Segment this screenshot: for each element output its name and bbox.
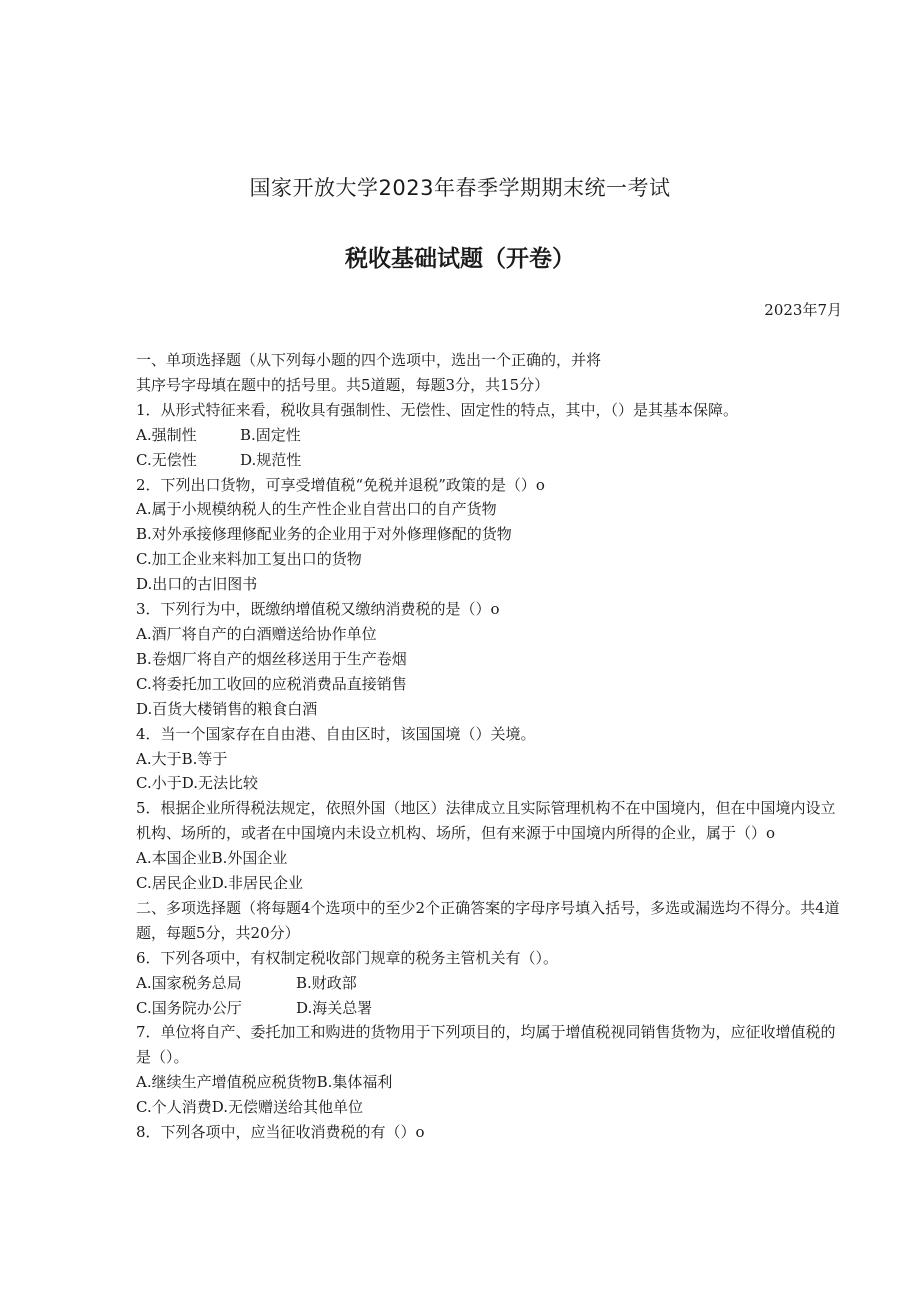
paper-title: 税收基础试题（开卷） bbox=[345, 246, 575, 272]
question-6-option-b: B.财政部 bbox=[296, 973, 357, 992]
question-7-stem: 7．单位将自产、委托加工和购进的货物用于下列项目的，均属于增值税视同销售货物为，应征收增值税的是（）。 bbox=[136, 1023, 836, 1067]
question-3-option-a: A.酒厂将自产的白酒赠送给协作单位 bbox=[136, 624, 377, 643]
exam-date: 2023年7月 bbox=[764, 301, 842, 319]
question-1-option-c: C.无偿性 bbox=[136, 450, 197, 469]
question-1-option-b: B.固定性 bbox=[240, 425, 301, 444]
question-6-option-c: C.国务院办公厅 bbox=[136, 998, 242, 1017]
question-2-stem: 2．下列出口货物，可享受增值税“免税并退税”政策的是（）o bbox=[136, 475, 545, 494]
question-5-stem: 5．根据企业所得税法规定，依照外国（地区）法律成立且实际管理机构不在中国境内，但在中国境内设立机构、场所的，或者在中国境内未设立机构、场所，但有来源于中国境内所得的企业，属于（）o bbox=[136, 799, 836, 843]
section1-heading-line2: 其序号字母填在题中的括号里。共5道题，每题3分，共15分） bbox=[136, 375, 550, 394]
question-6-option-d: D.海关总署 bbox=[296, 998, 373, 1017]
question-6-options-row2 bbox=[136, 996, 842, 1021]
section1-heading-line1: 一、单项选择题（从下列每小题的四个选项中，选出一个正确的，并将 bbox=[136, 351, 602, 369]
question-1-options-row2 bbox=[136, 448, 842, 473]
exam-title: 国家开放大学2023年春季学期期末统一考试 bbox=[249, 176, 671, 200]
exam-body bbox=[136, 348, 842, 1145]
question-3-stem: 3．下列行为中，既缴纳增值税又缴纳消费税的是（）o bbox=[136, 600, 500, 619]
question-3-option-b: B.卷烟厂将自产的烟丝移送用于生产卷烟 bbox=[136, 649, 407, 668]
question-2-option-c: C.加工企业来料加工复出口的货物 bbox=[136, 550, 362, 569]
question-5-options-cd: C.居民企业D.非居民企业 bbox=[136, 874, 303, 893]
question-2-option-b: B.对外承接修理修配业务的企业用于对外修理修配的货物 bbox=[136, 525, 512, 544]
question-7-options-cd: C.个人消费D.无偿赠送给其他单位 bbox=[136, 1098, 363, 1117]
question-5-options-ab: A.本国企业B.外国企业 bbox=[136, 849, 288, 868]
question-3-option-c: C.将委托加工收回的应税消费品直接销售 bbox=[136, 674, 407, 693]
question-6-options-row1 bbox=[136, 971, 842, 996]
question-6-stem: 6．下列各项中，有权制定税收部门规章的税务主管机关有（）。 bbox=[136, 948, 559, 967]
question-1-option-a: A.强制性 bbox=[136, 425, 197, 444]
question-2-option-a: A.属于小规模纳税人的生产性企业自营出口的自产货物 bbox=[136, 500, 497, 519]
question-6-option-a: A.国家税务总局 bbox=[136, 973, 242, 992]
question-4-options-cd: C.小于D.无法比较 bbox=[136, 774, 258, 793]
question-1-option-d: D.规范性 bbox=[240, 450, 302, 469]
question-8-stem: 8．下列各项中，应当征收消费税的有（）o bbox=[136, 1123, 425, 1142]
question-2-option-d: D.出口的古旧图书 bbox=[136, 575, 258, 594]
question-3-option-d: D.百货大楼销售的粮食白酒 bbox=[136, 699, 318, 718]
question-4-stem: 4．当一个国家存在自由港、自由区时，该国国境（）关境。 bbox=[136, 724, 536, 743]
section2-heading: 二、多项选择题（将每题4个选项中的至少2个正确答案的字母序号填入括号，多选或漏选均不得分。共4道题，每题5分，共20分） bbox=[136, 898, 840, 942]
question-4-options-ab: A.大于B.等于 bbox=[136, 749, 228, 768]
question-7-options-ab: A.继续生产增值税应税货物B.集体福利 bbox=[136, 1073, 393, 1092]
question-1-stem: 1．从形式特征来看，税收具有强制性、无偿性、固定性的特点，其中，（）是其基本保障。 bbox=[136, 400, 739, 419]
question-1-options-row1 bbox=[136, 423, 842, 448]
